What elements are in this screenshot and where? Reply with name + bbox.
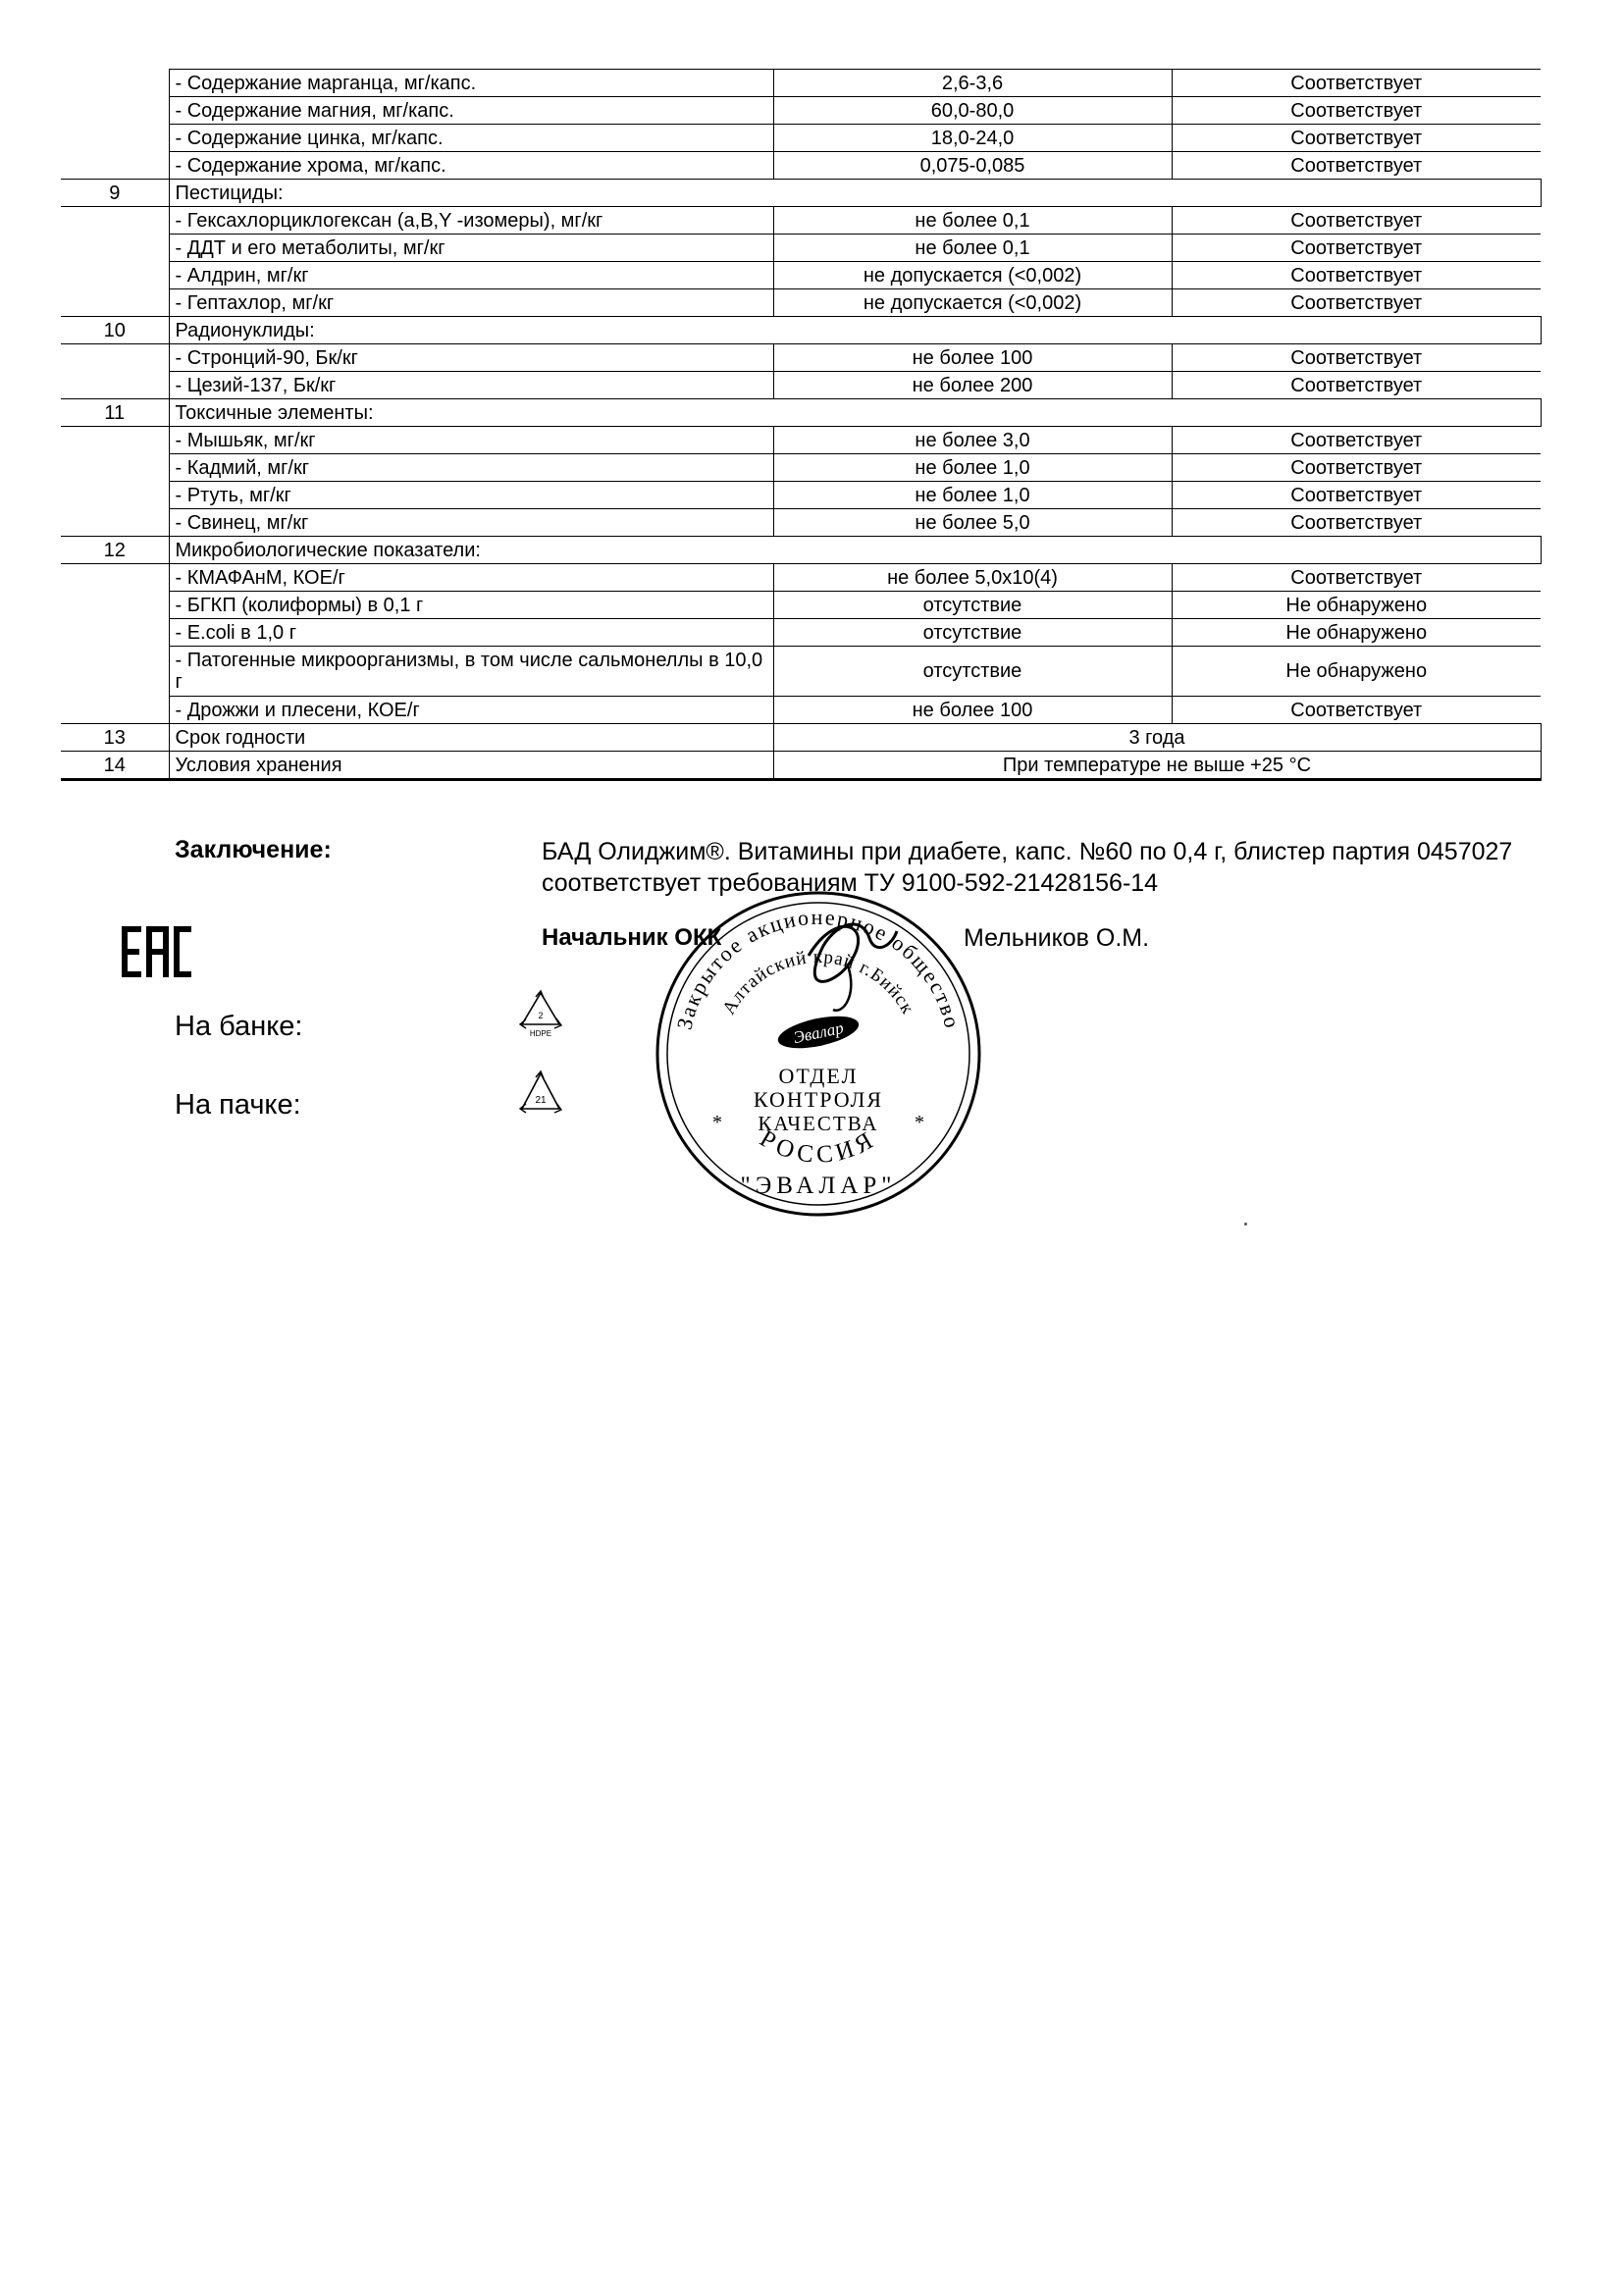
table-row <box>61 152 1541 180</box>
norm-value: не более 1,0 <box>773 454 1172 482</box>
indicator-name: Условия хранения <box>169 752 773 780</box>
row-number: 12 <box>61 537 169 564</box>
stamp-country: РОССИЯ <box>755 1124 882 1169</box>
result-value: Соответствует <box>1172 125 1541 152</box>
conclusion-text: БАД Олиджим®. Витамины при диабете, капс. №60 по 0,4 г, блистер партия 0457027 соответствует требованиям ТУ 9100-592-21428156-14 <box>542 838 1513 897</box>
specification-table <box>61 69 1542 781</box>
indicator-name: - Гептахлор, мг/кг <box>169 289 773 317</box>
table-row <box>61 509 1541 537</box>
stamp-outer-text: Закрытое акционерное общество <box>671 904 966 1032</box>
norm-value: не более 200 <box>773 372 1172 399</box>
indicator-name: Срок годности <box>169 724 773 752</box>
result-value: Соответствует <box>1172 427 1541 454</box>
norm-value: не более 5,0x10(4) <box>773 564 1172 592</box>
indicator-name: Радионуклиды: <box>169 317 1541 344</box>
table-row <box>61 592 1541 619</box>
stamp-line-3: КАЧЕСТВА <box>758 1112 879 1135</box>
indicator-name: - КМАФАнМ, КОЕ/г <box>169 564 773 592</box>
norm-value: не более 0,1 <box>773 207 1172 235</box>
result-value: Соответствует <box>1172 372 1541 399</box>
indicator-name: - Содержание марганца, мг/капс. <box>169 70 773 97</box>
row-number <box>61 482 169 509</box>
jar-marking-label: На банке: <box>175 1011 303 1042</box>
indicator-name: - Ртуть, мг/кг <box>169 482 773 509</box>
table-row <box>61 235 1541 262</box>
table-row <box>61 344 1541 372</box>
norm-value: 2,6-3,6 <box>773 70 1172 97</box>
signatory-title: Начальник ОКК <box>542 924 722 951</box>
norm-value: не допускается (<0,002) <box>773 262 1172 289</box>
recycle-hdpe-icon <box>518 989 563 1040</box>
scan-dot <box>1244 1223 1247 1226</box>
row-number <box>61 125 169 152</box>
indicator-name: - Содержание магния, мг/капс. <box>169 97 773 125</box>
hdpe-text: HDPE <box>529 1029 552 1038</box>
table-row <box>61 647 1541 697</box>
indicator-name: - Мышьяк, мг/кг <box>169 427 773 454</box>
norm-value: не более 3,0 <box>773 427 1172 454</box>
table-row <box>61 289 1541 317</box>
result-value: Соответствует <box>1172 564 1541 592</box>
recycle-code-text: 21 <box>535 1095 547 1106</box>
table-row <box>61 70 1541 97</box>
row-number: 9 <box>61 180 169 207</box>
table-row <box>61 619 1541 647</box>
indicator-name: - Дрожжи и плесени, КОЕ/г <box>169 697 773 724</box>
indicator-name: Токсичные элементы: <box>169 399 1541 427</box>
row-number <box>61 647 169 697</box>
indicator-name: - E.coli в 1,0 г <box>169 619 773 647</box>
norm-value: отсутствие <box>773 647 1172 697</box>
row-number <box>61 619 169 647</box>
specification-table-body <box>61 70 1541 780</box>
svg-text:2: 2 <box>538 1011 544 1020</box>
row-number <box>61 70 169 97</box>
indicator-name: - Гексахлорциклогексан (а,В,Y -изомеры), мг/кг <box>169 207 773 235</box>
row-number <box>61 592 169 619</box>
row-number: 14 <box>61 752 169 780</box>
table-row <box>61 752 1541 780</box>
row-number <box>61 235 169 262</box>
indicator-name: - Патогенные микроорганизмы, в том числе сальмонеллы в 10,0 г <box>169 647 773 697</box>
row-number <box>61 372 169 399</box>
result-value: Соответствует <box>1172 70 1541 97</box>
result-value: Не обнаружено <box>1172 592 1541 619</box>
table-row <box>61 697 1541 724</box>
table-row <box>61 454 1541 482</box>
row-number: 11 <box>61 399 169 427</box>
indicator-name: - Кадмий, мг/кг <box>169 454 773 482</box>
indicator-name: - Алдрин, мг/кг <box>169 262 773 289</box>
indicator-name: - ДДТ и его метаболиты, мг/кг <box>169 235 773 262</box>
indicator-name: Пестициды: <box>169 180 1541 207</box>
result-value: Соответствует <box>1172 207 1541 235</box>
stamp-star-right: * <box>915 1112 924 1133</box>
row-number <box>61 262 169 289</box>
row-number <box>61 344 169 372</box>
result-value: Соответствует <box>1172 697 1541 724</box>
norm-value: не более 1,0 <box>773 482 1172 509</box>
signatory-name: Мельников О.М. <box>964 924 1150 952</box>
indicator-name: - Цезий-137, Бк/кг <box>169 372 773 399</box>
table-row <box>61 207 1541 235</box>
table-row <box>61 180 1541 207</box>
result-value: Соответствует <box>1172 482 1541 509</box>
table-row <box>61 97 1541 125</box>
row-number <box>61 509 169 537</box>
norm-value: не более 100 <box>773 697 1172 724</box>
result-value: Не обнаружено <box>1172 647 1541 697</box>
conclusion-label: Заключение: <box>175 836 332 863</box>
row-number <box>61 427 169 454</box>
row-number: 10 <box>61 317 169 344</box>
table-row <box>61 317 1541 344</box>
svg-text:Закрытое акционерное общество <box>671 905 965 1032</box>
indicator-name: - Содержание цинка, мг/капс. <box>169 125 773 152</box>
result-value: Соответствует <box>1172 152 1541 180</box>
table-row <box>61 537 1541 564</box>
result-value: Соответствует <box>1172 262 1541 289</box>
indicator-name: - БГКП (колиформы) в 0,1 г <box>169 592 773 619</box>
row-number <box>61 207 169 235</box>
row-number <box>61 97 169 125</box>
indicator-name: Микробиологические показатели: <box>169 537 1541 564</box>
result-value: Соответствует <box>1172 97 1541 125</box>
row-number: 13 <box>61 724 169 752</box>
norm-value: не более 5,0 <box>773 509 1172 537</box>
recycle-21-icon <box>518 1070 563 1117</box>
indicator-name: - Содержание хрома, мг/капс. <box>169 152 773 180</box>
table-row <box>61 262 1541 289</box>
table-row <box>61 399 1541 427</box>
norm-value: 0,075-0,085 <box>773 152 1172 180</box>
table-row <box>61 427 1541 454</box>
stamp-line-1: ОТДЕЛ <box>778 1064 859 1088</box>
stamp-line-2: КОНТРОЛЯ <box>753 1087 884 1112</box>
eac-mark-icon <box>120 924 194 979</box>
result-value: Не обнаружено <box>1172 619 1541 647</box>
result-value: Соответствует <box>1172 509 1541 537</box>
indicator-name: - Стронций-90, Бк/кг <box>169 344 773 372</box>
table-row <box>61 724 1541 752</box>
norm-value: 18,0-24,0 <box>773 125 1172 152</box>
norm-value: отсутствие <box>773 619 1172 647</box>
row-number <box>61 289 169 317</box>
norm-value: не более 0,1 <box>773 235 1172 262</box>
result-value: Соответствует <box>1172 289 1541 317</box>
stamp-region-text: Алтайский край г.Бийск <box>718 947 918 1018</box>
row-number <box>61 454 169 482</box>
result-value: Соответствует <box>1172 344 1541 372</box>
stamp-brand: Эвалар <box>791 1018 846 1048</box>
table-row <box>61 564 1541 592</box>
table-row <box>61 125 1541 152</box>
norm-value: отсутствие <box>773 592 1172 619</box>
stamp-star-left: * <box>712 1112 722 1133</box>
result-value: Соответствует <box>1172 454 1541 482</box>
result-value: Соответствует <box>1172 235 1541 262</box>
norm-value: не допускается (<0,002) <box>773 289 1172 317</box>
norm-value: не более 100 <box>773 344 1172 372</box>
norm-value: 60,0-80,0 <box>773 97 1172 125</box>
table-row <box>61 372 1541 399</box>
row-number <box>61 697 169 724</box>
row-number <box>61 152 169 180</box>
merged-value: 3 года <box>773 724 1541 752</box>
indicator-name: - Свинец, мг/кг <box>169 509 773 537</box>
row-number <box>61 564 169 592</box>
merged-value: При температуре не выше +25 °С <box>773 752 1541 780</box>
quality-control-stamp <box>652 887 985 1221</box>
pack-marking-label: На пачке: <box>175 1089 301 1121</box>
table-row <box>61 482 1541 509</box>
stamp-bottom-brand: "ЭВАЛАР" <box>740 1173 897 1199</box>
